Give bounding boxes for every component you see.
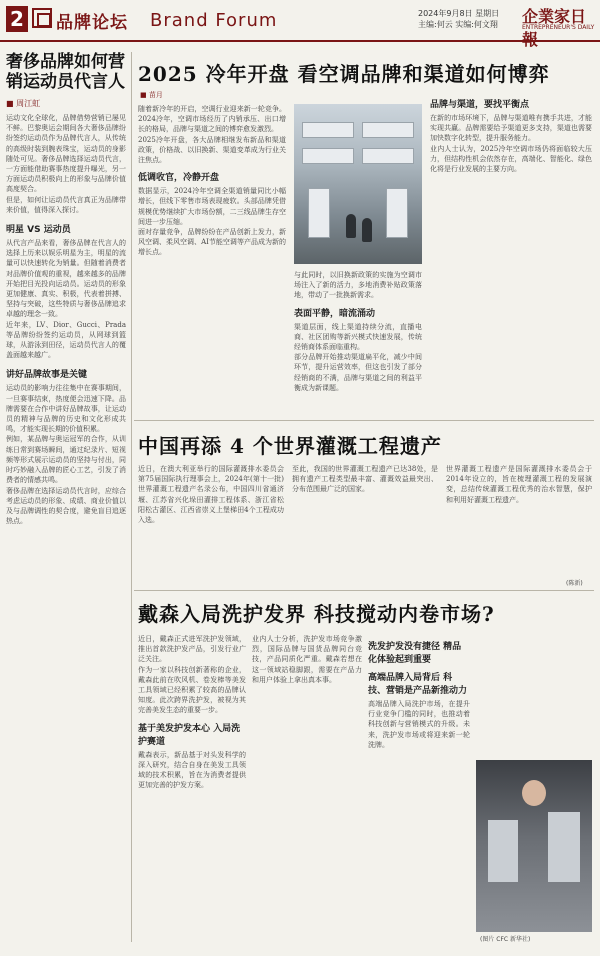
left-byline: ■ 周江虹 (6, 99, 41, 108)
showroom-photo (294, 104, 422, 264)
paper-name-en: ENTREPRENEUR'S DAILY (522, 24, 595, 31)
heritage-column-2 (292, 464, 438, 495)
masthead (0, 0, 600, 49)
heritage-paragraph: 至此，我国的世界灌溉工程遗产已达38处，是拥有遗产工程类型最丰富、灌溉效益最突出、分布范围最广泛的国家。 (292, 465, 438, 494)
left-paragraph: 例如，某品牌与奥运冠军的合作，从训练日常到赛场瞬间，通过纪录片、短视频等形式展示运动员的坚持与付出，同时巧妙融入品牌的匠心工艺，引发了消费者的情感共鸣。 (6, 435, 126, 485)
model-figure (522, 780, 546, 806)
dyson-paragraph: 高端品牌入局洗护市场，在提升行业竞争门槛的同时，也推动着科技创新与营销模式的升级。未来，洗护发市场或将迎来新一轮洗牌。 (368, 700, 470, 749)
shopper-figure (362, 218, 372, 242)
main-column-2 (294, 270, 422, 393)
main-paragraph: 面对存量竞争，品牌纷纷在产品创新上发力，新风空调、柔风空调、AI节能空调等产品成为新的增长点。 (138, 228, 286, 257)
date-line: 2024年9月8日 星期日 (418, 9, 500, 18)
dyson-photo-caption: (图片 CFC 新华社) (480, 936, 531, 943)
dyson-paragraph: 作为一家以科技创新著称的企业，戴森此前在吹风机、卷发棒等美发工具领域已经积累了较高的品牌认知度。此次跨界洗护发，被视为其完善美发生态的重要一步。 (138, 665, 246, 715)
masthead-info (418, 8, 499, 30)
left-paragraph: 近年来，LV、Dior、Gucci、Prada等品牌纷纷签约运动员，从网球到篮球，从游泳到田径，运动员代言人的覆盖面越来越广。 (6, 320, 126, 360)
main-subhead: 低调收官，冷静开盘 (138, 173, 220, 184)
main-subhead: 品牌与渠道，要找平衡点 (430, 100, 530, 110)
main-byline: ■ 苗月 (140, 91, 163, 99)
product-image (548, 812, 580, 882)
left-subhead: 明星 VS 运动员 (6, 225, 71, 236)
left-subhead: 讲好品牌故事是关键 (6, 370, 88, 381)
column-logo-icon (32, 8, 52, 28)
shopper-figure (346, 214, 356, 238)
main-paragraph: 随着新冷年的开启，空调行业迎来新一轮竞争。2024冷年，空调市场经历了内销承压、出口增长的格局，品牌与渠道之间的博弈愈发激烈。 (138, 105, 286, 134)
dyson-column-3 (368, 634, 470, 750)
heritage-column-1 (138, 464, 284, 525)
left-paragraph: 运动员的影响力往往集中在赛事期间，一旦赛事结束，热度便会迅速下降。品牌需要在合作中讲好品牌故事，让运动员的精神与品牌的历史和文化形成共鸣，才能实现长期的价值积累。 (6, 384, 126, 434)
page-number: 2 (6, 6, 28, 32)
heritage-headline: 中国再添 4 个世界灌溉工程遗产 (138, 434, 442, 458)
dyson-paragraph: 业内人士分析，洗护发市场竞争激烈，国际品牌与国货品牌同台竞技，产品同质化严重。戴森若想在这一领域站稳脚跟，需要在产品力和用户体验上拿出真本事。 (252, 635, 362, 684)
left-paragraph: 但是，如何让运动员代言真正为品牌带来价值，值得深入探讨。 (6, 195, 126, 214)
editor-line: 主编:何云 实编:何文翔 (418, 20, 498, 29)
main-subhead: 表面平静，暗流涌动 (294, 308, 376, 319)
heritage-source: (陈新) (566, 580, 583, 587)
left-paragraph: 从代言产品来看，奢侈品牌在代言人的选择上历来以娱乐明星为主，明星的流量可以快速转化为销量。但随着消费者对品牌价值观的重视，越来越多的品牌开始把目光投向运动员。运动员的形象更加健康、真实、积极，代表着拼搏、坚持与突破，这些特质与奢侈品牌追求卓越的理念一致。 (6, 239, 126, 319)
left-paragraph: 奢侈品牌在选择运动员代言时，应综合考虑运动员的形象、成绩、商业价值以及与品牌调性的契合度，避免盲目追逐热点。 (6, 486, 126, 526)
left-paragraph: 运动文化全球化，品牌借势营销已屡见不鲜。巴黎奥运会期间各大奢侈品牌纷纷签约运动员作为品牌代言人，从传统的高级时装到腕表珠宝，运动员的身影随处可见。奢侈品牌选择运动员代言，一方面能借助赛事热度提升曝光，另一方面运动员积极向上的形象与品牌价值高度契合。 (6, 114, 126, 194)
dyson-column-1 (138, 634, 246, 790)
column-title-en: Brand Forum (150, 10, 278, 31)
main-paragraph: 2025冷年开盘，各大品牌相继发布新品和渠道政策，价格战、以旧换新、渠道变革成为行业关注焦点。 (138, 135, 286, 165)
heritage-column-3 (446, 464, 592, 505)
main-headline: 2025 冷年开盘 看空调品牌和渠道如何博弈 (138, 62, 550, 86)
section-divider (134, 420, 594, 421)
main-paragraph: 与此同时，以旧换新政策的实施为空调市场注入了新的活力，多地消费补贴政策落地，带动了一批换新需求。 (294, 271, 422, 300)
main-column-3 (430, 94, 592, 174)
ac-unit-image (362, 122, 414, 138)
main-paragraph: 部分品牌开始推动渠道扁平化，减少中间环节，提升运营效率，但这也引发了部分经销商的不满，品牌与渠道之间的利益平衡成为新课题。 (294, 353, 422, 392)
dyson-subhead: 洗发护发没有捷径 精品化体验起到重要 (368, 642, 462, 665)
dyson-column-2 (252, 634, 362, 685)
ac-tower-image (386, 188, 408, 238)
heritage-paragraph: 近日，在澳大利亚举行的国际灌溉排水委员会第75届国际执行理事会上，2024年(第十一批)世界灌溉工程遗产名录公布，中国四川省通济堰、江苏省兴化垛田灌排工程体系、浙江省松阳松古灌区、江西省崇义上堡梯田4个工程成功入选。 (138, 465, 284, 525)
paper-name: 企業家日報 (522, 7, 587, 49)
dyson-headline: 戴森入局洗护发界 科技搅动内卷市场? (138, 602, 495, 626)
product-image (488, 820, 518, 882)
main-column-1 (138, 104, 286, 258)
heritage-paragraph: 世界灌溉工程遗产是国际灌溉排水委员会于2014年设立的，旨在梳理灌溉工程的发展演变，总结传统灌溉工程优秀的治水智慧，保护和利用好灌溉工程遗产。 (446, 465, 592, 504)
ac-unit-image (362, 148, 414, 164)
main-paragraph: 渠道层面，线上渠道持续分流，直播电商、社区团购等新兴模式快速发展，传统经销商体系面临重构。 (294, 322, 422, 352)
dyson-subhead: 高端品牌入局背后 科技、营销是产品新推动力 (368, 673, 468, 696)
ac-unit-image (302, 148, 354, 164)
dyson-photo (476, 760, 592, 932)
ac-unit-image (302, 122, 354, 138)
dyson-subhead: 基于美发护发本心 入局洗护赛道 (138, 723, 241, 747)
ac-tower-image (308, 188, 330, 238)
section-divider (134, 590, 594, 591)
left-headline: 奢侈品牌如何营销运动员代言人 (6, 52, 125, 92)
main-paragraph: 业内人士认为，2025冷年空调市场仍将面临较大压力，但结构性机会依然存在，高端化、智能化、绿色化将是行业发展的主要方向。 (430, 144, 592, 174)
column-title: 品牌论坛 (56, 13, 128, 33)
dyson-paragraph: 戴森表示，新品基于对头发科学的深入研究，结合自身在美发工具领域的技术积累，旨在为消费者提供更加完善的护发方案。 (138, 750, 246, 790)
column-divider (131, 52, 132, 942)
left-article (6, 52, 126, 526)
main-paragraph: 在新的市场环境下，品牌与渠道唯有携手共进，才能实现共赢。品牌需要给予渠道更多支持，渠道也需要加快数字化转型，提升服务能力。 (430, 114, 592, 143)
dyson-paragraph: 近日，戴森正式进军洗护发领域，推出首款洗护发产品，引发行业广泛关注。 (138, 635, 246, 664)
main-paragraph: 数据显示，2024冷年空调全渠道销量同比小幅增长，但线下零售市场表现疲软。头部品牌凭借规模优势继续扩大市场份额，二三线品牌生存空间进一步压缩。 (138, 187, 286, 226)
